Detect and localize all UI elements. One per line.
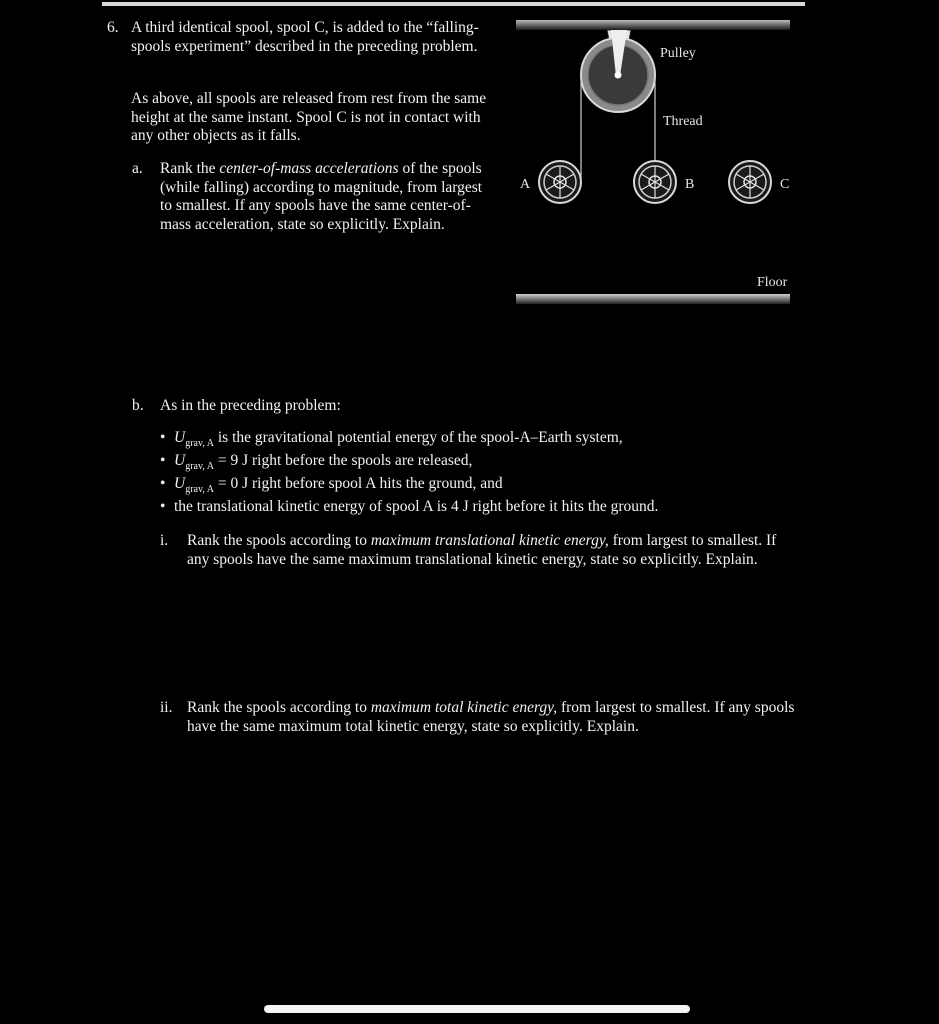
floor-label: Floor: [757, 275, 788, 290]
bullet-point: •: [160, 429, 166, 446]
list-item: [160, 474, 820, 497]
part-b-i-question: Rank the spools according to maximum translational kinetic energy, from largest to smallest. If any spools have the same maximum translational kinetic energy, state so explicitly. Explain.: [187, 532, 777, 568]
spool-a-label: A: [520, 177, 531, 192]
top-rule: [102, 2, 805, 6]
bullet-point: •: [160, 475, 166, 492]
spool-b: [634, 161, 676, 203]
part-a-question: Rank the center-of-mass accelerations of the spools (while falling) according to magnitude, from largest to smallest. If any spools have the same center-of-mass acceleration, state so explicitly. Explain.: [160, 160, 483, 233]
spool-b-label: B: [685, 177, 695, 192]
part-b-ii-label: ii.: [160, 699, 173, 716]
part-b-ii-question: Rank the spools according to maximum total kinetic energy, from largest to smallest. If any spools have the same maximum total kinetic energy, state so explicitly. Explain.: [187, 699, 795, 735]
given-conditions-list: [160, 428, 820, 520]
symbol-u: U: [174, 452, 186, 469]
list-item: [160, 497, 820, 520]
part-b-i-label: i.: [160, 532, 169, 549]
subscript: grav, A: [185, 438, 214, 449]
spool-c-label: C: [780, 177, 790, 192]
bullet-point: •: [160, 452, 166, 469]
subscript: grav, A: [185, 484, 214, 495]
floor: [516, 294, 790, 304]
pulley-label: Pulley: [660, 46, 696, 61]
part-a-label: a.: [132, 160, 143, 177]
list-item: [160, 451, 820, 474]
bullet-text: is the gravitational potential energy of the spool-A–Earth system,: [214, 429, 623, 446]
problem-conditions: As above, all spools are released from rest from the same height at the same instant. Spool C is not in contact with any other objects as it falls.: [131, 90, 487, 144]
problem-intro: A third identical spool, spool C, is added to the “falling-spools experiment” described in the preceding problem.: [131, 19, 479, 55]
ceiling: [516, 20, 790, 30]
worksheet-page: [18, 0, 921, 1024]
part-b-label: b.: [132, 397, 144, 414]
thread-label: Thread: [663, 114, 703, 129]
spool-c: [729, 161, 771, 203]
symbol-u: U: [174, 475, 186, 492]
falling-spools-figure: [514, 14, 794, 310]
bullet-text: = 9 J right before the spools are released,: [214, 452, 473, 469]
symbol-u: U: [174, 429, 186, 446]
bullet-text: the translational kinetic energy of spool A is 4 J right before it hits the ground.: [174, 498, 659, 515]
spool-a: [539, 161, 581, 203]
pulley: [581, 30, 655, 112]
bullet-point: •: [160, 498, 166, 515]
bullet-text: = 0 J right before spool A hits the ground, and: [214, 475, 503, 492]
list-item: [160, 428, 820, 451]
home-indicator[interactable]: [264, 1005, 690, 1013]
part-b-intro: As in the preceding problem:: [160, 397, 341, 414]
subscript: grav, A: [185, 461, 214, 472]
problem-number: 6.: [107, 19, 119, 36]
